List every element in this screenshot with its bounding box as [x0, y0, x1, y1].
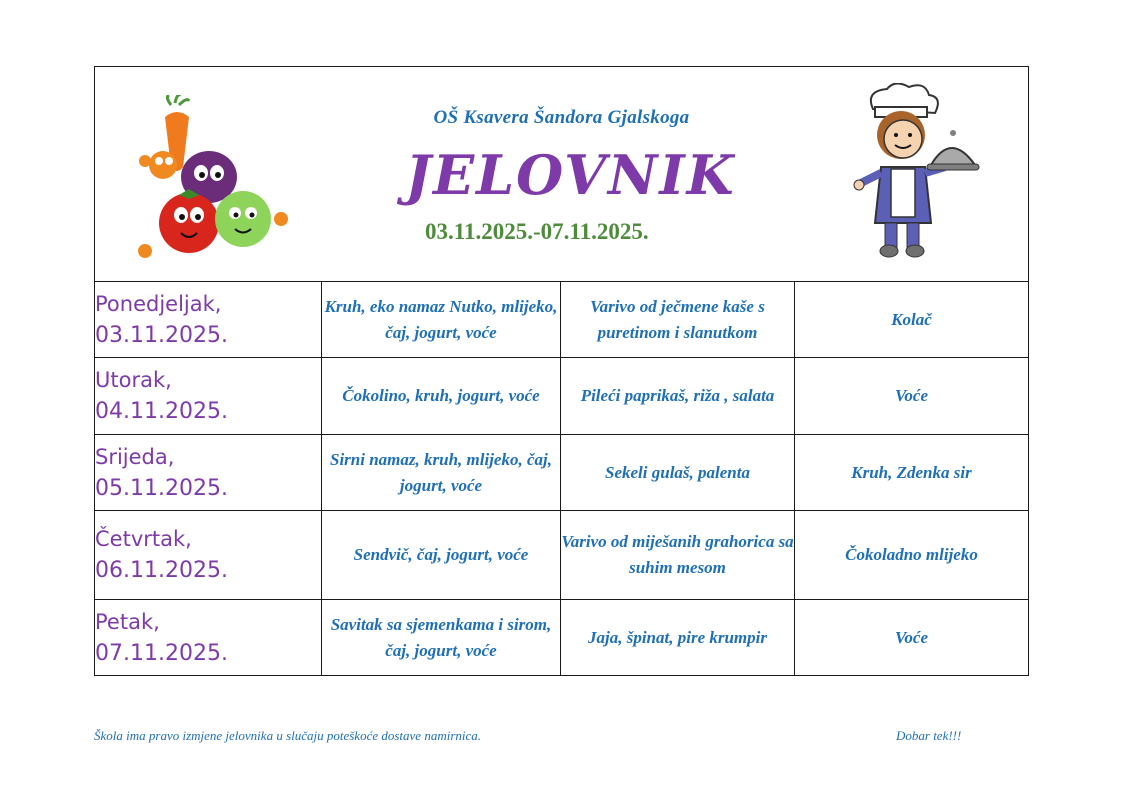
lunch-cell: Jaja, špinat, pire krumpir [561, 600, 795, 676]
day-cell [95, 600, 322, 676]
snack-cell: Voće [795, 600, 1029, 676]
lunch-cell: Sekeli gulaš, palenta [561, 435, 795, 511]
chef-illustration [851, 83, 991, 261]
breakfast-cell: Čokolino, kruh, jogurt, voće [322, 358, 561, 435]
school-name: OŠ Ksavera Šandora Gjalskoga [433, 107, 690, 128]
lunch-cell: Varivo od miješanih grahorica sa suhim mesom [561, 511, 795, 600]
table-row [95, 600, 1029, 676]
table-row [95, 435, 1029, 511]
day-date: 05.11.2025. [95, 475, 228, 501]
day-cell [95, 511, 322, 600]
day-name: Petak, [95, 609, 160, 634]
breakfast-cell: Sendvič, čaj, jogurt, voće [322, 511, 561, 600]
day-cell [95, 282, 322, 358]
table-row [95, 358, 1029, 435]
footer-bon-appetit: Dobar tek!!! [896, 728, 962, 743]
snack-cell: Čokoladno mlijeko [795, 511, 1029, 600]
snack-cell: Voće [795, 358, 1029, 435]
date-range: 03.11.2025.-07.11.2025. [425, 219, 649, 244]
snack-cell: Kolač [795, 282, 1029, 358]
day-name: Ponedjeljak, [95, 291, 222, 316]
day-cell [95, 435, 322, 511]
day-cell [95, 358, 322, 435]
menu-sheet [94, 66, 1028, 676]
footer-note: Škola ima pravo izmjene jelovnika u slučaju poteškoće dostave namirnica. [94, 728, 482, 743]
day-name: Četvrtak, [95, 527, 192, 551]
lunch-cell: Varivo od ječmene kaše s puretinom i slanutkom [561, 282, 795, 358]
breakfast-cell: Savitak sa sjemenkama i sirom, čaj, jogurt, voće [322, 600, 561, 676]
day-name: Utorak, [95, 368, 172, 392]
day-date: 04.11.2025. [95, 399, 228, 424]
day-date: 07.11.2025. [95, 640, 228, 666]
day-date: 06.11.2025. [95, 558, 228, 583]
header-row [95, 67, 1029, 282]
breakfast-cell: Kruh, eko namaz Nutko, mlijeko, čaj, jogurt, voće [322, 282, 561, 358]
page-title: JELOVNIK [405, 143, 736, 207]
menu-table [94, 66, 1029, 676]
table-row [95, 282, 1029, 358]
table-row [95, 511, 1029, 600]
lunch-cell: Pileći paprikaš, riža , salata [561, 358, 795, 435]
day-name: Srijeda, [95, 444, 175, 469]
snack-cell: Kruh, Zdenka sir [795, 435, 1029, 511]
header-cell [95, 67, 1029, 282]
breakfast-cell: Sirni namaz, kruh, mlijeko, čaj, jogurt, voće [322, 435, 561, 511]
day-date: 03.11.2025. [95, 322, 228, 348]
